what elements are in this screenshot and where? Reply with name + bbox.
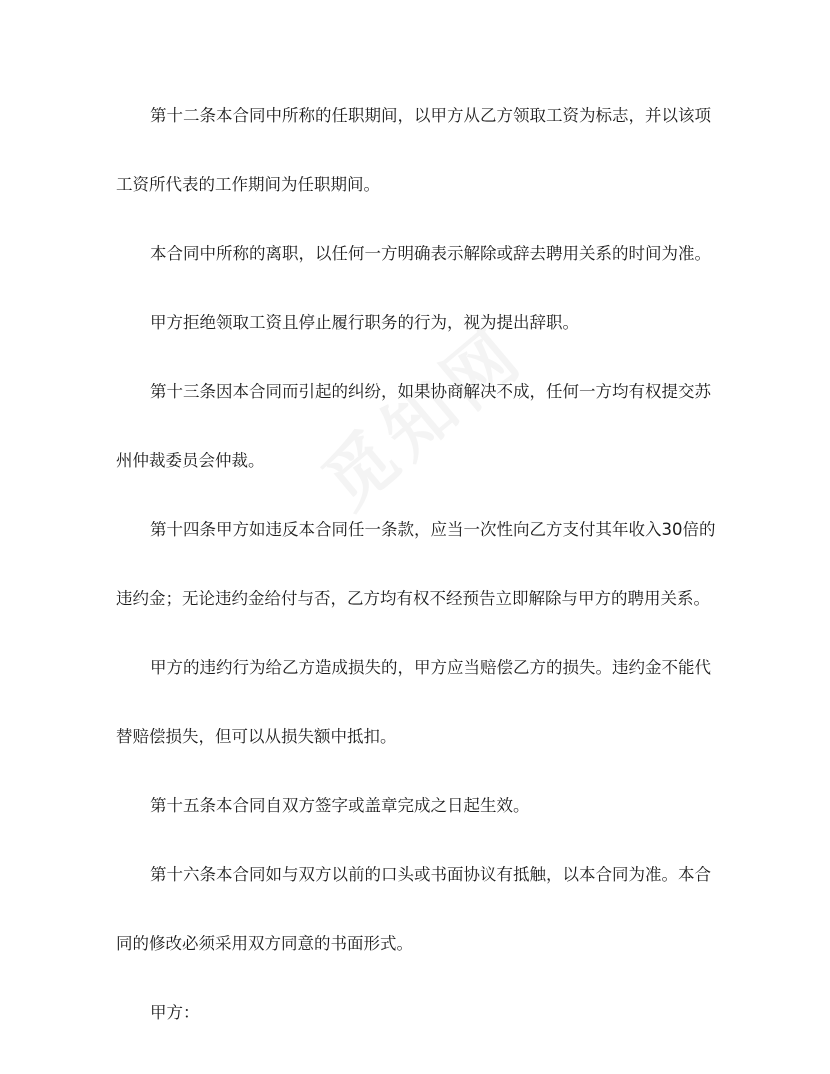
paragraph-line: 替赔偿损失，但可以从损失额中抵扣。 — [116, 727, 397, 746]
paragraph-line: 违约金；无论违约金给付与否，乙方均有权不经预告立即解除与甲方的聘用关系。 — [116, 589, 710, 608]
paragraph-line: 甲方拒绝领取工资且停止履行职务的行为，视为提出辞职。 — [150, 313, 579, 332]
paragraph-line: 本合同中所称的离职，以任何一方明确表示解除或辞去聘用关系的时间为准。 — [150, 244, 711, 263]
paragraph-line: 同的修改必须采用双方同意的书面形式。 — [116, 934, 413, 953]
paragraph-line: 第十六条本合同如与双方以前的口头或书面协议有抵触，以本合同为准。本合 — [150, 865, 711, 884]
paragraph-line: 工资所代表的工作期间为任职期间。 — [116, 175, 380, 194]
document-body — [116, 96, 718, 1033]
paragraph-line: 州仲裁委员会仲裁。 — [116, 451, 265, 470]
signature-label: 甲方： — [150, 1003, 200, 1022]
paragraph-line: 第十二条本合同中所称的任职期间，以甲方从乙方领取工资为标志，并以该项 — [150, 106, 711, 125]
paragraph-line: 第十三条因本合同而引起的纠纷，如果协商解决不成，任何一方均有权提交苏 — [150, 382, 711, 401]
paragraph-line: 第十四条甲方如违反本合同任一条款，应当一次性向乙方支付其年收入30倍的 — [150, 520, 716, 539]
paragraph-line: 第十五条本合同自双方签字或盖章完成之日起生效。 — [150, 796, 530, 815]
paragraph-line: 甲方的违约行为给乙方造成损失的，甲方应当赔偿乙方的损失。违约金不能代 — [150, 658, 711, 677]
